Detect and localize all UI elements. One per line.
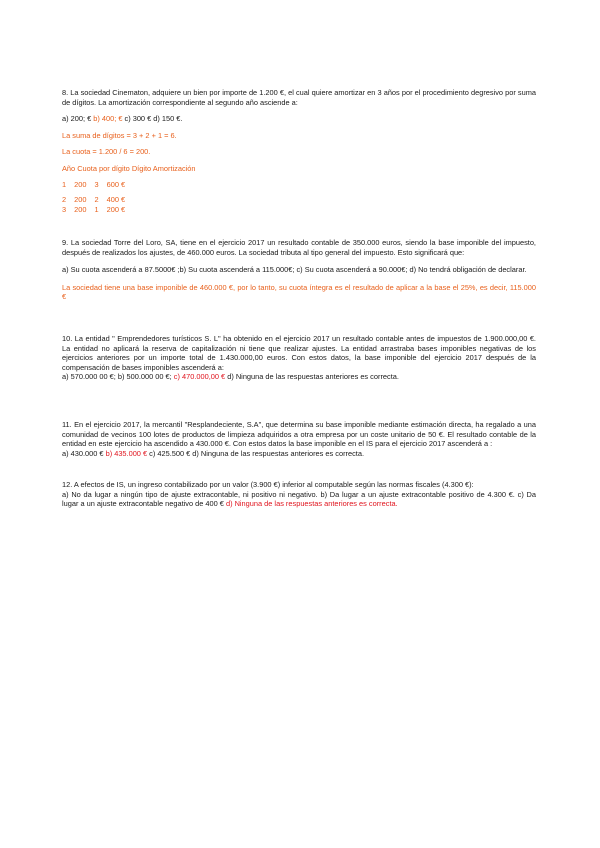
table-cell: 400 € [106,195,126,205]
q8-solution-digits: La suma de dígitos = 3 + 2 + 1 = 6. [62,130,177,140]
q9-solution: La sociedad tiene una base imponible de 460.000 €, por lo tanto, su cuota íntegra es el resultado de aplicar a la base el 25%, es decir, 115.000 € [62,282,536,302]
q8-option-b-correct: b) 400; € [93,114,123,124]
q9-statement: 9. La sociedad Torre del Loro, SA, tiene en el ejercicio 2017 un resultado contable de 350.000 euros, siendo la base imponible del impuesto, después de realizados los ajustes, de 460.000 euros. La sociedad tributa al tipo general del impuesto. Esto significará que: [62,238,536,257]
q11-statement: 11. En el ejercicio 2017, la mercantil "Resplandeciente, S.A", que determina su base imponible mediante estimación directa, ha regalado a una comunidad de vecinos 100 lotes de productos de limpieza adquiridos a otra empresa por un coste unitario de 50 €. El resultado contable de la entidad en este ejercicio ha ascendido a 430.000 €. Con estos datos la base imponible en el IS para el ejercicio 2017 ascenderá a : [62,420,536,449]
table-cell: 200 [74,204,87,214]
table-cell: 3 [94,179,99,189]
table-row [62,195,133,205]
q11-option-a: a) 430.000 € [62,448,104,458]
q12-statement: 12. A efectos de IS, un ingreso contabilizado por un valor (3.900 €) inferior al computable según las normas fiscales (4.300 €): [62,480,474,489]
question-11 [62,420,536,458]
q10-option-ab: a) 570.000 00 €; b) 500.000 00 €; [62,372,172,382]
table-cell: 200 € [106,204,126,214]
q11-options [62,449,536,459]
table-cell: 2 [62,195,67,205]
question-9 [62,238,536,302]
q8-option-a: a) 200; € [62,114,92,124]
q8-table-header: Año Cuota por dígito Dígito Amortización [62,163,196,173]
q10-options [62,372,536,382]
q11-option-b-correct: b) 435.000 € [105,448,148,458]
table-cell: 2 [94,195,99,205]
q8-amortization-table [62,180,133,215]
table-row [62,205,133,215]
q10-option-c-correct: c) 470.000,00 € [173,372,226,382]
table-cell: 3 [62,204,67,214]
q12-options [62,490,536,509]
table-cell: 600 € [106,179,126,189]
q8-options [62,114,536,124]
question-10 [62,334,536,382]
q8-statement: 8. La sociedad Cinematon, adquiere un bien por importe de 1.200 €, el cual quiere amortizar en 3 años por el procedimiento degresivo por suma de dígitos. La amortización correspondiente al segundo año asciende a: [62,88,536,107]
table-cell: 1 [62,179,67,189]
q10-statement: 10. La entidad " Emprendedores turísticos S. L" ha obtenido en el ejercicio 2017 un resultado contable antes de impuestos de 1.900.000,00 €. La entidad no aplicará la reserva de capitalización ni tiene que realizar ajustes. La entidad arrastraba bases imponibles negativas de los ejercicios anteriores por un importe total de 1.430.000,00 euros. Con estos datos, la base imponible del ejercicio 2017 después de la compensación de bases imponibles ascenderá a: [62,334,536,372]
table-row [62,180,133,190]
q9-options: a) Su cuota ascenderá a 87.5000€ ;b) Su cuota ascenderá a 115.000€; c) Su cuota ascenderá a 90.000€; d) No tendrá obligación de declarar. [62,265,527,275]
q11-option-cd: c) 425.500 € d) Ninguna de las respuestas anteriores es correcta. [149,448,365,458]
table-cell: 200 [74,179,87,189]
table-cell: 200 [74,195,87,205]
question-8 [62,88,536,214]
table-cell: 1 [94,204,99,214]
q12-option-d-correct: d) Ninguna de las respuestas anteriores es correcta. [225,499,398,509]
question-12 [62,480,536,509]
q10-option-d: d) Ninguna de las respuestas anteriores es correcta. [227,372,399,382]
q8-option-cd: c) 300 € d) 150 €. [124,114,183,124]
q12-option-abc: a) No da lugar a ningún tipo de ajuste extracontable, ni positivo ni negativo. b) Da lugar a un ajuste extracontable positivo de 4.300 €. c) Da lugar a un ajuste extracontable negativo de 400 € [62,489,536,509]
q8-solution-quota: La cuota = 1.200 / 6 = 200. [62,147,151,157]
